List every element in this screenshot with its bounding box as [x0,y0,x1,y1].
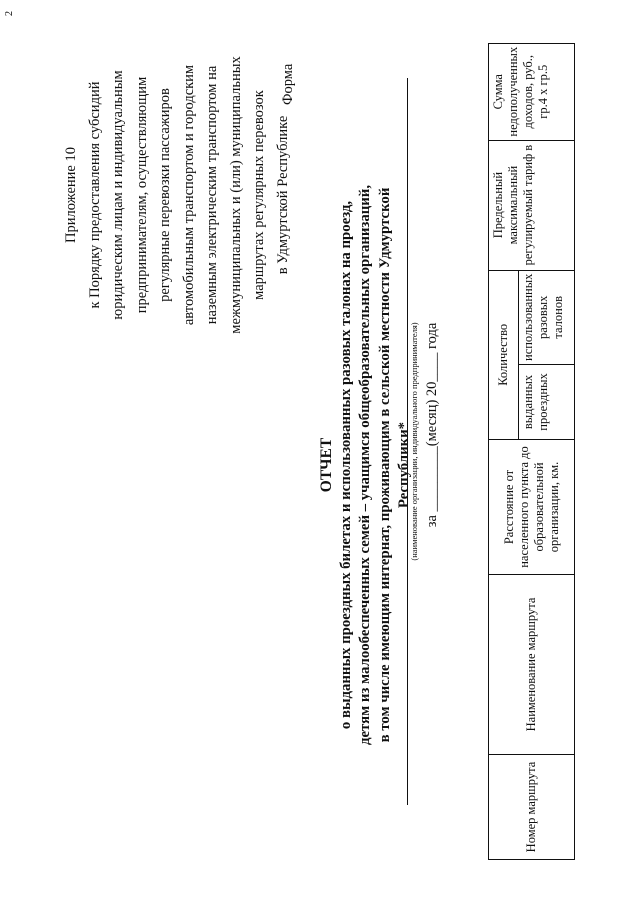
period-prefix: за [424,515,440,528]
header-sum: Сумма недополученных доходов, руб., гр.4 х гр.5 [489,43,575,140]
form-label: Форма [280,63,296,105]
annex-line: Приложение 10 [63,147,79,243]
annex-line: предпринимателям, осуществляющим [133,76,150,314]
header-quantity: Количество [489,270,519,439]
header-route-number: Номер маршрута [489,755,575,860]
header-tariff: Предельный максимальный регулируемый тариф в [489,140,575,270]
header-distance: Расстояние от населенного пункта до образовательной организации, км. [489,440,575,575]
header-used: использованных разовых талонов [519,270,575,364]
annex-line: регулярные перевозки пассажиров [157,88,173,302]
annex-block [60,30,295,360]
annex-line: автомобильным транспортом и городским [180,64,197,326]
period-blank: _________ [424,446,440,512]
report-subtitle-line: о выданных проездных билетах и использованных разовых талонах на проезд, [337,200,354,730]
page-number: 2 [4,11,15,16]
annex-line: к Порядку предоставления субсидий [86,81,103,309]
header-route-name: Наименование маршрута [489,575,575,755]
period-year-blank: ____ [424,352,440,382]
report-title: ОТЧЕТ [318,437,335,493]
annex-line: в Удмуртской Республике [274,115,291,275]
header-issued: выданных проездных [519,365,575,440]
report-period [424,185,441,665]
report-subtitle-line: в том числе имеющим интернат, проживающим в сельской местности Удмуртской Республики* [376,187,412,743]
period-month: (месяц) 20 [424,381,440,447]
annex-line: наземным электрическим транспортом на [204,65,220,325]
annex-line: маршрутах регулярных перевозок [251,90,267,300]
organization-name-line [407,78,408,805]
report-subtitle-line: детям из малообеспеченных семей – учащимся общеобразовательных организаций, [357,184,373,746]
report-table [488,43,575,860]
annex-line: юридическим лицам и индивидуальным [110,70,126,320]
period-suffix: года [424,322,440,349]
annex-line: межмуниципальных и (или) муниципальных [227,56,244,334]
organization-caption: (наименование организации, индивидуального предпринимателя) [409,322,419,561]
report-title-block [317,145,415,785]
